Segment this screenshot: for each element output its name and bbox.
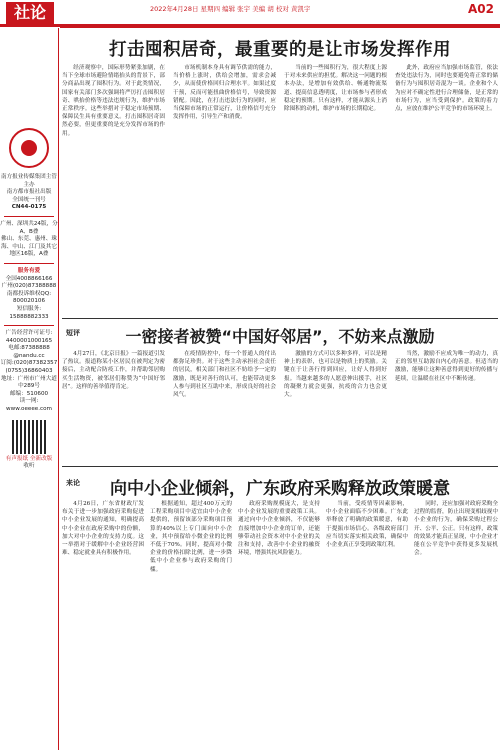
article1-column-4: 此外，政府应当加强市场监管，依法查处违法行为，同时也要避免将正常的储备行为与囤积居奇混为一谈。企业和个人为应对不确定性进行合理储备，是正常的市场行为，应当受到保护。政策的着力点，应放在维护公平竞争的市场环境上。: [395, 65, 498, 113]
service-info: 服务有爱 全国4008866166 广州(020)87388888 南都投诉维权QQ: 800020106 短信服务: 15888882333: [1, 267, 57, 320]
section-logo: 社论: [6, 2, 54, 24]
article2-column-2: 在疫情防控中，每一个普通人的付出都弥足珍贵。对于这些主动承担社会责任的居民，相关部门和社区不妨给予一定的激励，既是对善行的认可，也能带动更多人参与到社区互助中来，形成良好的社会风气。: [173, 351, 276, 399]
masthead-sidebar: [0, 28, 58, 750]
article3-column-3: 政府采购规模庞大，是支持中小企业发展的重要政策工具。通过向中小企业倾斜，不仅能够直接增加中小企业的订单，还能够带动社会资本对中小企业的关注和支持，改善中小企业的融资环境，增强其抗风险能力。: [238, 501, 320, 557]
edition-info: 广州、深圳共24版，分A、B叠 佛山、东莞、惠州、珠海、中山、江门及其它地区16版，A叠: [0, 220, 58, 258]
page-header: [0, 0, 500, 26]
emblem-icon: [9, 128, 49, 168]
article3-headline: 向中小企业倾斜，广东政府采购释放政策暖意: [110, 479, 450, 499]
article3-tag: 来论: [66, 479, 80, 487]
section-divider-1: [62, 318, 498, 319]
ads-info: 广告经营许可证号: 4400001000165 电邮:87388888 @nandu.cc 订阅:(020)87382357 (0755)36860403 地址：广州市广州大道中289号 邮编：510600 读一网: www.oeeee.com: [0, 330, 58, 413]
article3-column-4: 当前，受疫情等因素影响，中小企业面临不少困难。广东此举释放了明确的政策暖意，有助于提振市场信心。各级政府部门应当切实落实相关政策，确保中小企业真正享受到政策红利。: [326, 501, 408, 549]
article3-column-2: 根据通知，超过400万元的工程采购项目中适宜由中小企业提供的，预留该部分采购项目预算的40%以上专门面向中小企业，其中预留给小微企业的比例不低于70%。同时，提高对小微企业的价格扣除比例，进一步降低中小企业参与政府采购的门槛。: [150, 501, 232, 573]
article2-tag: 短评: [66, 329, 80, 337]
article2-column-1: 4月27日，《北京日报》一篇报道引发了热议。报道称某小区居民在被判定为密接后，主动配合防疫工作，并帮助邻居购买生活物资，被邻居们称赞为“中国好邻居”。这样的善举值得肯定。: [62, 351, 165, 390]
main-content: [62, 28, 498, 573]
article3-column-5: 同时，还应加强对政府采购全过程的监督，防止出现变相歧视中小企业的行为，确保采购过程公开、公平、公正。只有这样，政策的效果才能真正显现，中小企业才能在公平竞争中获得更多发展机会。: [414, 501, 498, 557]
sidebar-divider: [58, 28, 59, 750]
article1-column-2: 市场机制本身具有调节供需的能力，当价格上涨时，供给会增加，需求会减少，从而使价格回归合理水平。如果过度干预，反而可能扭曲价格信号，导致资源错配。因此，在打击违法行为的同时，应当保障市场的正常运行，让价格信号充分发挥作用，引导生产和消费。: [173, 65, 276, 121]
publisher-info: 南方报业传媒集团主管主办 南方都市报社出版 全国统一刊号 CN44-0175: [1, 174, 57, 211]
dateline: 2022年4月28日 星期四 编辑 张宇 美编 胡 校对 黄凯宇: [150, 5, 311, 13]
qr-code-icon[interactable]: [12, 420, 46, 454]
qr-caption: 有声报纸 全新改版 收听: [5, 455, 53, 470]
page-number: A02: [468, 2, 494, 16]
section-divider-2: [62, 466, 498, 467]
article3-column-1: 4月26日，广东省财政厅发布关于进一步加强政府采购促进中小企业发展的通知，明确提高中小企业在政府采购中的份额，加大对中小企业的支持力度。这一举措对于缓解中小企业经营困难、稳定就业具有积极作用。: [62, 501, 144, 557]
article2-column-4: 当然，激励不应成为唯一的动力，真正的邻里互助源自内心的善意。但适当的激励，能够让这种善意得到更好的传播与延续，让温暖在社区中不断传递。: [395, 351, 498, 382]
article2-headline: 一密接者被赞“中国好邻居”，不妨来点激励: [125, 327, 435, 346]
article2-column-3: 激励的方式可以多种多样，可以是精神上的表彰，也可以是物质上的奖励。关键在于让善行得到回应，让好人得到好报。当越来越多的人愿意伸出援手，社区的凝聚力就会更强，抗疫的合力也会更大。: [284, 351, 387, 399]
article1-column-3: 当前的一些囤积行为，很大程度上源于对未来供应的担忧。解决这一问题的根本办法，是增加有效供给、畅通物流渠道、提高信息透明度，让市场参与者形成稳定的预期。只有这样，才能从源头上消除囤积的动机，维护市场的长期稳定。: [284, 65, 387, 113]
lead-headline: 打击囤积居奇，最重要的是让市场发挥作用: [109, 40, 451, 60]
article1-column-1: 经济观察中，国际形势紧张加剧，在当下全球市场避险情绪抬头的背景下，部分商品出现了囤积行为。对于此类情况，国家有关部门多次强调将严厉打击囤积居奇、哄抬价格等违法违规行为，维护市场正常秩序。这些举措对于稳定市场预期、保障民生具有重要意义。打击囤积居奇固然必要，但更重要的是充分发挥市场的作用。: [62, 65, 165, 137]
